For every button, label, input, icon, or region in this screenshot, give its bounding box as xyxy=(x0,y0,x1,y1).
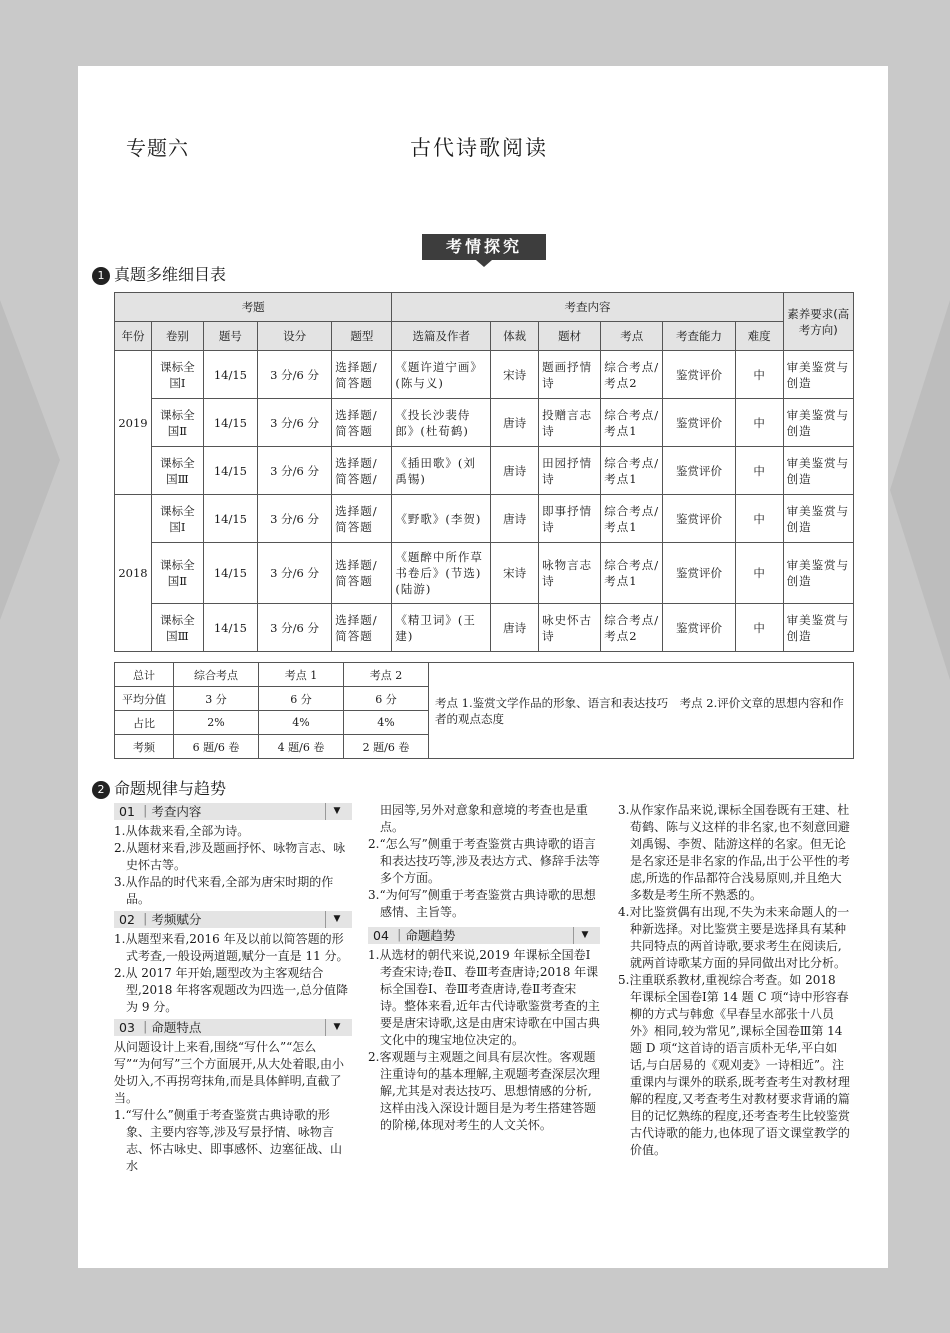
genre-cell: 宋诗 xyxy=(491,543,539,604)
list-item: 2.客观题与主观题之间具有层次性。客观题注重诗句的基本理解,主观题考查深层次理解,尤其是对表达技巧、思想情感的分析,这样由浅入深设计题目是为考生搭建答题的阶梯,体现对考生的人文关怀。 xyxy=(368,1050,600,1132)
paper-cell: 课标全国Ⅲ xyxy=(151,604,203,652)
theme-cell: 投赠言志诗 xyxy=(539,399,601,447)
summary-header: 考点 1 xyxy=(259,663,344,687)
type-cell: 选择题/简答题 xyxy=(332,495,392,543)
summary-cell: 3 分 xyxy=(174,687,259,711)
point-cell: 综合考点/考点1 xyxy=(601,399,663,447)
subsection-label: 02 ｜考频赋分 xyxy=(119,912,202,927)
table-col-header: 考点 xyxy=(601,322,663,351)
summary-cell: 6 题/6 卷 xyxy=(174,735,259,759)
summary-cell: 4 题/6 卷 xyxy=(259,735,344,759)
difficulty-cell: 中 xyxy=(735,495,783,543)
point-cell: 综合考点/考点1 xyxy=(601,447,663,495)
table-group-header: 素养要求(高考方向) xyxy=(783,293,853,351)
theme-cell: 题画抒情诗 xyxy=(539,351,601,399)
section-heading-1 xyxy=(92,262,226,285)
point-cell: 综合考点/考点2 xyxy=(601,351,663,399)
list-item: 3.从作品的时代来看,全部为唐宋时期的作品。 xyxy=(114,875,334,906)
ability-cell: 鉴赏评价 xyxy=(663,399,735,447)
background-shape xyxy=(890,300,950,680)
difficulty-cell: 中 xyxy=(735,604,783,652)
table-col-header: 难度 xyxy=(735,322,783,351)
theme-cell: 咏物言志诗 xyxy=(539,543,601,604)
genre-cell: 唐诗 xyxy=(491,604,539,652)
table-col-header: 题型 xyxy=(332,322,392,351)
qno-cell: 14/15 xyxy=(203,543,257,604)
summary-cell: 考频 xyxy=(115,735,174,759)
table-row xyxy=(115,543,854,604)
list-item: 2.从 2017 年开始,题型改为主客观结合型,2018 年将客观题改为四选一,总分值降为 9 分。 xyxy=(114,966,348,1014)
literacy-cell: 审美鉴赏与创造 xyxy=(783,495,853,543)
summary-cell: 占比 xyxy=(115,711,174,735)
work-cell: 《插田歌》(刘禹锡) xyxy=(392,447,491,495)
table-group-header: 考查内容 xyxy=(392,293,783,322)
type-cell: 选择题/简答题 xyxy=(332,351,392,399)
ability-cell: 鉴赏评价 xyxy=(663,447,735,495)
list-item: 3.“为何写”侧重于考查鉴赏古典诗歌的思想感情、主旨等。 xyxy=(368,888,596,919)
subsection-bar xyxy=(114,1019,352,1036)
list-item: 5.注重联系教材,重视综合考查。如 2018 年课标全国卷Ⅰ第 14 题 C 项“诗中形容春柳的方式与韩愈《早春呈水部张十八员外》相同,较为常见”,课标全国卷Ⅲ第 14 题 D 项“这首诗的语言质朴无华,平白如话,与白居易的《观刈麦》一诗相近”。注重课内与课外的联系,既考查考生对教材理解的程度,又考查考生对教材要求背诵的篇目的记忆熟练的程度,还考查考生比较鉴赏古代诗歌的能力,也体现了语文课堂教学的价值。 xyxy=(618,973,850,1157)
literacy-cell: 审美鉴赏与创造 xyxy=(783,399,853,447)
score-cell: 3 分/6 分 xyxy=(257,543,331,604)
year-cell: 2019 xyxy=(115,351,152,495)
table-row xyxy=(115,351,854,399)
summary-cell: 2% xyxy=(174,711,259,735)
score-cell: 3 分/6 分 xyxy=(257,351,331,399)
theme-cell: 即事抒情诗 xyxy=(539,495,601,543)
theme-cell: 田园抒情诗 xyxy=(539,447,601,495)
point-cell: 综合考点/考点1 xyxy=(601,495,663,543)
summary-header: 综合考点 xyxy=(174,663,259,687)
subsection-label: 01 ｜考查内容 xyxy=(119,804,202,819)
text-column-2 xyxy=(368,802,600,1134)
score-cell: 3 分/6 分 xyxy=(257,604,331,652)
literacy-cell: 审美鉴赏与创造 xyxy=(783,351,853,399)
genre-cell: 唐诗 xyxy=(491,399,539,447)
table-col-header: 设分 xyxy=(257,322,331,351)
summary-table xyxy=(114,662,854,759)
chevron-down-icon: ▼ xyxy=(573,927,596,944)
topic-label: 专题六 xyxy=(126,136,189,160)
summary-cell: 4% xyxy=(259,711,344,735)
summary-header: 考点 2 xyxy=(344,663,429,687)
literacy-cell: 审美鉴赏与创造 xyxy=(783,543,853,604)
subsection-bar xyxy=(368,927,600,944)
point-cell: 综合考点/考点1 xyxy=(601,543,663,604)
summary-cell: 6 分 xyxy=(344,687,429,711)
work-cell: 《精卫词》(王建) xyxy=(392,604,491,652)
ability-cell: 鉴赏评价 xyxy=(663,351,735,399)
list-item: 1.从体裁来看,全部为诗。 xyxy=(114,824,250,838)
year-cell: 2018 xyxy=(115,495,152,652)
section-heading-2 xyxy=(92,776,226,799)
paper-cell: 课标全国Ⅰ xyxy=(151,351,203,399)
difficulty-cell: 中 xyxy=(735,447,783,495)
subsection-bar xyxy=(114,911,352,928)
text-column-3 xyxy=(618,802,850,1159)
summary-cell: 4% xyxy=(344,711,429,735)
difficulty-cell: 中 xyxy=(735,399,783,447)
genre-cell: 唐诗 xyxy=(491,495,539,543)
text-column-1 xyxy=(114,800,352,1175)
summary-cell: 平均分值 xyxy=(115,687,174,711)
literacy-cell: 审美鉴赏与创造 xyxy=(783,447,853,495)
subsection-label: 04 ｜命题趋势 xyxy=(373,928,456,943)
table-col-header: 题号 xyxy=(203,322,257,351)
summary-cell: 2 题/6 卷 xyxy=(344,735,429,759)
subsection-label: 03 ｜命题特点 xyxy=(119,1020,202,1035)
list-item: 1.“写什么”侧重于考查鉴赏古典诗歌的形象、主要内容等,涉及写景抒情、咏物言志、怀古咏史、即事感怀、边塞征战、山水 xyxy=(114,1108,343,1173)
list-item: 1.从题型来看,2016 年及以前以简答题的形式考查,一般设两道题,赋分一直是 11 分。 xyxy=(114,932,349,963)
work-cell: 《题许道宁画》(陈与义) xyxy=(392,351,491,399)
table-col-header: 卷别 xyxy=(151,322,203,351)
summary-header: 总计 xyxy=(115,663,174,687)
table-row xyxy=(115,447,854,495)
section-banner: 考情探究 xyxy=(422,234,546,260)
paper-cell: 课标全国Ⅱ xyxy=(151,543,203,604)
paper-cell: 课标全国Ⅲ xyxy=(151,447,203,495)
table-col-header: 考查能力 xyxy=(663,322,735,351)
score-cell: 3 分/6 分 xyxy=(257,399,331,447)
chevron-down-icon: ▼ xyxy=(325,911,348,928)
page-title: 古代诗歌阅读 xyxy=(410,136,548,160)
chevron-down-icon: ▼ xyxy=(325,803,348,820)
genre-cell: 唐诗 xyxy=(491,447,539,495)
genre-cell: 宋诗 xyxy=(491,351,539,399)
exam-detail-table xyxy=(114,292,854,652)
type-cell: 选择题/简答题 xyxy=(332,399,392,447)
score-cell: 3 分/6 分 xyxy=(257,495,331,543)
list-item: 2.“怎么写”侧重于考查鉴赏古典诗歌的语言和表达技巧等,涉及表达方式、修辞手法等多个方面。 xyxy=(368,837,600,885)
work-cell: 《野歌》(李贺) xyxy=(392,495,491,543)
difficulty-cell: 中 xyxy=(735,351,783,399)
list-item: 3.从作家作品来说,课标全国卷既有王建、杜荀鹤、陈与义这样的非名家,也不刻意回避刘禹锡、李贺、陆游这样的名家。但无论是名家还是非名家的作品,出于公平性的考虑,所选的作品都符合浅易原则,并且绝大多数是考生所不熟悉的。 xyxy=(618,803,850,902)
table-col-header: 体裁 xyxy=(491,322,539,351)
qno-cell: 14/15 xyxy=(203,604,257,652)
qno-cell: 14/15 xyxy=(203,399,257,447)
section-title: 命题规律与趋势 xyxy=(114,779,227,798)
list-item: 1.从选材的朝代来说,2019 年课标全国卷Ⅰ考查宋诗;卷Ⅱ、卷Ⅲ考查唐诗;2018 年课标全国卷Ⅰ、卷Ⅲ考查唐诗,卷Ⅱ考查宋诗。整体来看,近年古代诗歌鉴赏考查的主要是唐宋诗歌,这是由唐宋诗歌在中国古典文化中的瑰宝地位决定的。 xyxy=(368,948,600,1047)
table-col-header: 题材 xyxy=(539,322,601,351)
type-cell: 选择题/简答题 xyxy=(332,543,392,604)
qno-cell: 14/15 xyxy=(203,495,257,543)
table-row xyxy=(115,495,854,543)
subsection-bar xyxy=(114,803,352,820)
background-shape xyxy=(0,300,60,620)
work-cell: 《投长沙裴侍郎》(杜荀鹤) xyxy=(392,399,491,447)
table-row xyxy=(115,399,854,447)
section-title: 真题多维细目表 xyxy=(114,265,227,284)
document-page xyxy=(78,66,888,1268)
section-number-icon: 1 xyxy=(92,267,110,285)
ability-cell: 鉴赏评价 xyxy=(663,495,735,543)
list-item: 4.对比鉴赏偶有出现,不失为未来命题人的一种新选择。对比鉴赏主要是选择具有某种共同特点的两首诗歌,要求考生在阅读后,就两首诗歌某方面的异同做出对比分析。 xyxy=(618,905,850,970)
ability-cell: 鉴赏评价 xyxy=(663,543,735,604)
summary-cell: 6 分 xyxy=(259,687,344,711)
paragraph: 从问题设计上来看,围绕“写什么”“怎么写”“为何写”三个方面展开,从大处着眼,由小处切入,不再拐弯抹角,而是具体鲜明,直截了当。 xyxy=(114,1040,345,1105)
qno-cell: 14/15 xyxy=(203,447,257,495)
qno-cell: 14/15 xyxy=(203,351,257,399)
table-col-header: 年份 xyxy=(115,322,152,351)
work-cell: 《题醉中所作草书卷后》(节选)(陆游) xyxy=(392,543,491,604)
type-cell: 选择题/简答题 xyxy=(332,604,392,652)
summary-note: 考点 1.鉴赏文学作品的形象、语言和表达技巧 考点 2.评价文章的思想内容和作者的观点态度 xyxy=(429,663,854,759)
paper-cell: 课标全国Ⅱ xyxy=(151,399,203,447)
table-group-header: 考题 xyxy=(115,293,392,322)
literacy-cell: 审美鉴赏与创造 xyxy=(783,604,853,652)
section-number-icon: 2 xyxy=(92,781,110,799)
table-row xyxy=(115,604,854,652)
list-item: 2.从题材来看,涉及题画抒怀、咏物言志、咏史怀古等。 xyxy=(114,841,346,872)
theme-cell: 咏史怀古诗 xyxy=(539,604,601,652)
paragraph: 田园等,另外对意象和意境的考查也是重点。 xyxy=(380,803,588,834)
score-cell: 3 分/6 分 xyxy=(257,447,331,495)
type-cell: 选择题/简答题/ xyxy=(332,447,392,495)
chevron-down-icon: ▼ xyxy=(325,1019,348,1036)
table-col-header: 选篇及作者 xyxy=(392,322,491,351)
ability-cell: 鉴赏评价 xyxy=(663,604,735,652)
difficulty-cell: 中 xyxy=(735,543,783,604)
paper-cell: 课标全国Ⅰ xyxy=(151,495,203,543)
point-cell: 综合考点/考点2 xyxy=(601,604,663,652)
